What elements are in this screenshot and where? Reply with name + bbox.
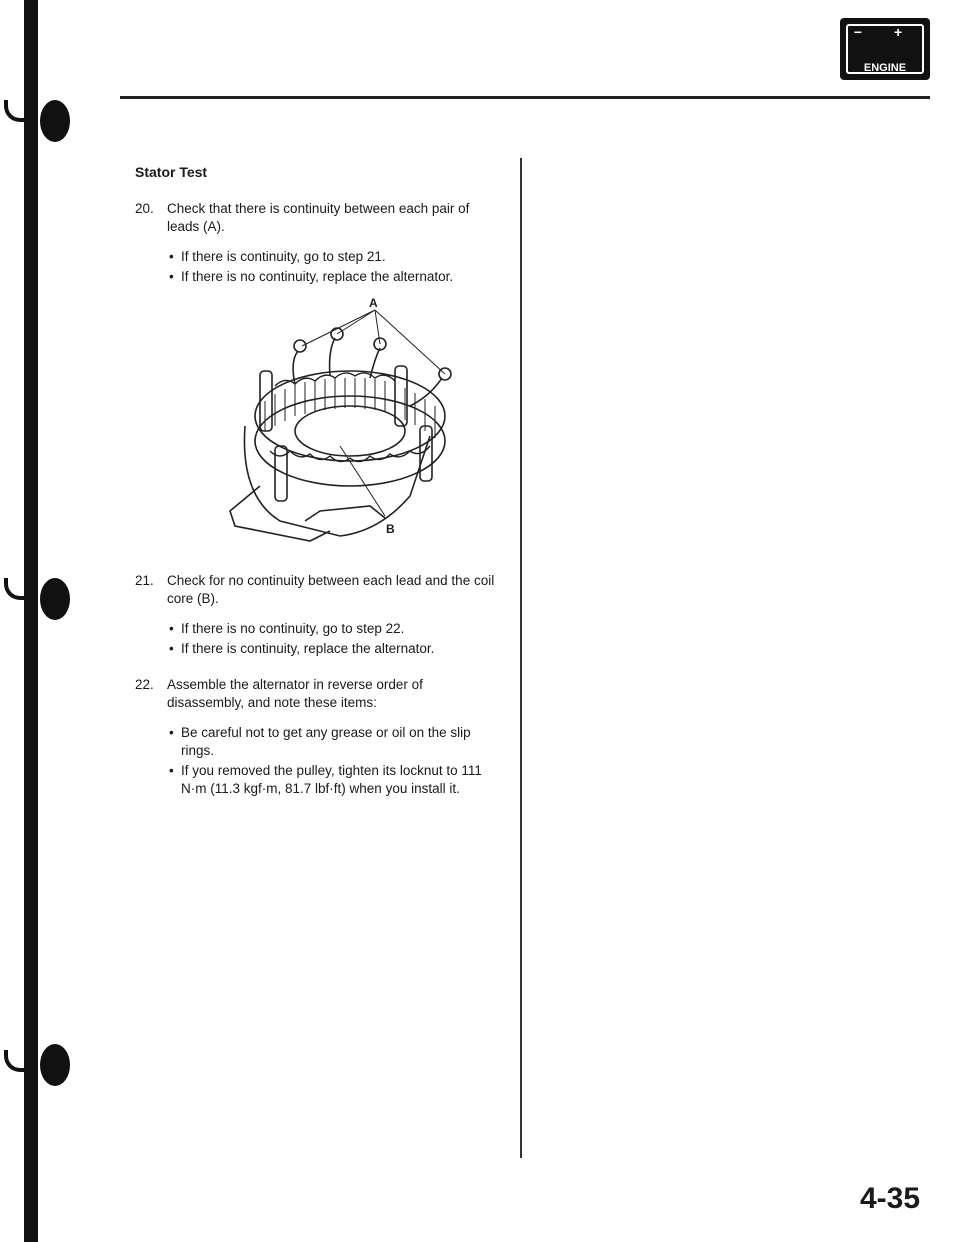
badge-polarity-signs: − + [853,24,917,40]
bullet-item: • If you removed the pulley, tighten its locknut to 111 N·m (11.3 kgf·m, 81.7 lbf·ft) when you install it. [167,762,500,798]
step-text: Check for no continuity between each lead and the coil core (B). [167,573,495,606]
binder-hole [40,1044,70,1086]
column-divider [520,158,522,1158]
stator-illustration [220,296,510,546]
binder-hole [40,100,70,142]
step-bullets [167,248,500,286]
spine-hook [4,100,38,122]
bullet-item: • If there is no continuity, replace the alternator. [167,268,500,286]
step-text: Check that there is continuity between each pair of leads (A). [167,201,470,234]
step-number: 20. [135,201,154,216]
label-b: B [386,522,395,536]
step-22 [135,676,500,800]
step-20 [135,200,500,288]
section-title: Stator Test [135,164,208,180]
spine-hook [4,578,38,600]
bullet-item: • If there is no continuity, go to step 22. [167,620,500,638]
label-a: A [369,296,378,310]
header-rule [120,96,930,99]
engine-battery-icon [840,18,930,80]
stator-drawing [220,296,510,546]
step-number: 22. [135,677,154,692]
step-number: 21. [135,573,154,588]
step-bullets [167,620,500,658]
bullet-item: • If there is continuity, replace the alternator. [167,640,500,658]
step-text: Assemble the alternator in reverse order of disassembly, and note these items: [167,677,423,710]
binder-hole [40,578,70,620]
page-number: 4-35 [860,1182,921,1215]
badge-label: ENGINE [863,62,907,74]
bullet-item: • If there is continuity, go to step 21. [167,248,500,266]
step-bullets [167,724,500,798]
bullet-item: • Be careful not to get any grease or oil on the slip rings. [167,724,500,760]
spine-hook [4,1050,38,1072]
step-21 [135,572,500,660]
